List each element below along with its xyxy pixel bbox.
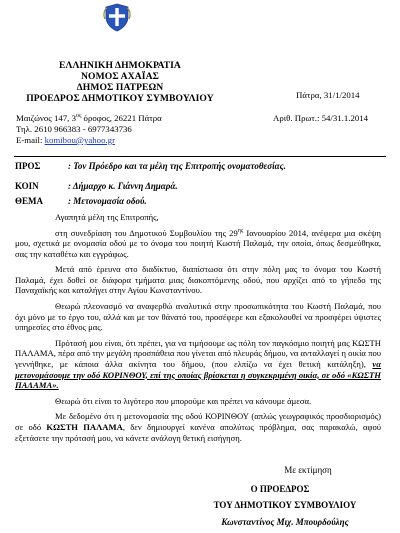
divider bbox=[14, 156, 386, 157]
paragraph-3: Θεωρώ πλεονασμό να αναφερθώ αναλυτικά στην προσωπικότητα του Κωστή Παλαμά, που όχι μόνο με το έργο του, αλλά και με τον θάνατό του, προσέφερε και εξακολουθεί να προσφέρει ύψιστες υπηρεσίες στο έθνος μας. bbox=[15, 301, 381, 333]
org-line: ΠΡΟΕΔΡΟΣ ΔΗΜΟΤΙΚΟΥ ΣΥΜΒΟΥΛΙΟΥ bbox=[26, 93, 214, 104]
paragraph-5: Θεωρώ ότι είναι το λιγότερο που μπορούμε και πρέπει να κάνουμε άμεσα. bbox=[55, 395, 312, 406]
greek-coat-of-arms-icon bbox=[102, 2, 132, 32]
paragraph-6-text: Με δεδομένο ότι η μετονομασία της οδού ΚΟΡΙΝΘΟΥ (απλώς γεωγραφικός προσδιορισμός) σε οδό bbox=[15, 411, 381, 432]
org-line: ΔΗΜΟΣ ΠΑΤΡΕΩΝ bbox=[76, 82, 164, 93]
cc-label: ΚΟΙΝ bbox=[15, 181, 39, 191]
email-label: E-mail: bbox=[16, 134, 43, 145]
date: Πάτρα, 31/1/2014 bbox=[296, 90, 360, 100]
email-line bbox=[16, 135, 162, 146]
org-line: ΕΛΛΗΝΙΚΗ ΔΗΜΟΚΡΑΤΙΑ bbox=[59, 60, 181, 71]
closing: Με εκτίμηση bbox=[284, 465, 332, 475]
address-line: Μαιζώνος 147, $3^{o\varsigma}$ όροφος, 26221 Πάτρα bbox=[16, 112, 162, 123]
signatory-council: ΤΟΥ ΔΗΜΟΤΙΚΟΥ ΣΥΜΒΟΥΛΙΟΥ bbox=[213, 500, 357, 510]
cc-row bbox=[15, 181, 178, 191]
contact-block bbox=[16, 111, 162, 146]
subject-label: ΘΕΜΑ bbox=[15, 196, 43, 206]
org-line: ΝΟΜΟΣ ΑΧΑΪΑΣ bbox=[81, 71, 159, 82]
phone-line: Τηλ. 2610 966383 - 6977343736 bbox=[16, 123, 132, 134]
recipient-value: : Τον Πρόεδρο και τα μέλη της Επιτροπής ονοματοθεσίας. bbox=[68, 161, 286, 171]
email-link[interactable]: komibou@yahoo.gr bbox=[44, 134, 115, 145]
cc-value: : Δήμαρχο κ. Γιάννη Δημαρά. bbox=[68, 181, 178, 191]
greeting: Αγαπητά μέλη της Επιτροπής, bbox=[55, 212, 159, 222]
paragraph-4-text: Πρότασή μου είναι, ότι πρέπει, για να τιμήσουμε ως πόλη τον παγκόσμιο ποιητή μας ΚΩΣΤΗ ΠΑΛΑΜΑ, πέρα από την μεγάλη προσπάθεια που γίνεται από πλευράς δήμου, να ανταλλαγεί η οικία που γεννήθηκε, με κάποια άλλα ακίνητα του δήμου, (που ελπίζω να έχει θετική κατάληξη), bbox=[15, 337, 381, 369]
paragraph-2: Μετά από έρευνα στο διαδίκτυο, διαπίστωσα ότι στην πόλη μας το όνομα του Κωστή Παλαμά, έχει δοθεί σε διάφορα τμήματα μιας διακοπτόμενης οδού, που αρχίζει από το γήπεδο της Παναχαϊκής και καταλήγει στην Αγίου Κωνσταντίνου. bbox=[15, 264, 381, 296]
recipient-row bbox=[15, 161, 286, 171]
paragraph-4 bbox=[15, 338, 381, 391]
paragraph-6 bbox=[15, 411, 381, 443]
signatory-name: Κωνσταντίνος Μιχ. Μπουρδούλης bbox=[221, 517, 349, 527]
organization-header bbox=[0, 60, 240, 104]
paragraph-1: στη συνεδρίαση του Δημοτικού Συμβουλίου της $29^{\eta\varsigma}$ Ιανουαρίου 2014, ανέφερα μια σκέψη μου, σχετικά με ονομασία οδού με το όνομα του ποιητή Κωστή Παλαμά, την οποία, όπως δεσμεύθηκα, σας την καταθέτω και εγγράφως. bbox=[15, 227, 381, 259]
subject-value: : Μετονομασία οδού. bbox=[68, 196, 147, 206]
recipient-label: ΠΡΟΣ bbox=[15, 161, 41, 171]
paragraph-6-end: , δεν δημιουργεί κανένα απολύτως πρόβλημα, σας παρακαλώ, αφού εξετάσετε την πρότασή μου, να κάνετε ανάλογη θετική εισήγηση. bbox=[15, 421, 382, 443]
letter-body bbox=[15, 212, 381, 443]
signatory-title: Ο ΠΡΟΕΔΡΟΣ bbox=[250, 484, 310, 494]
paragraph-6-bold: ΚΩΣΤΗ ΠΑΛΑΜΑ bbox=[46, 421, 123, 432]
protocol-number: Αριθ. Πρωτ.: 54/31.1.2014 bbox=[273, 113, 369, 123]
subject-row bbox=[15, 196, 147, 206]
paragraph-4-emphasis: να μετονομάσουμε την οδό ΚΟΡΙΝΘΟΥ, επί της οποίας βρίσκεται η συγκεκριμένη οικία, σε οδό «ΚΩΣΤΗ ΠΑΛΑΜΑ». bbox=[15, 358, 381, 391]
